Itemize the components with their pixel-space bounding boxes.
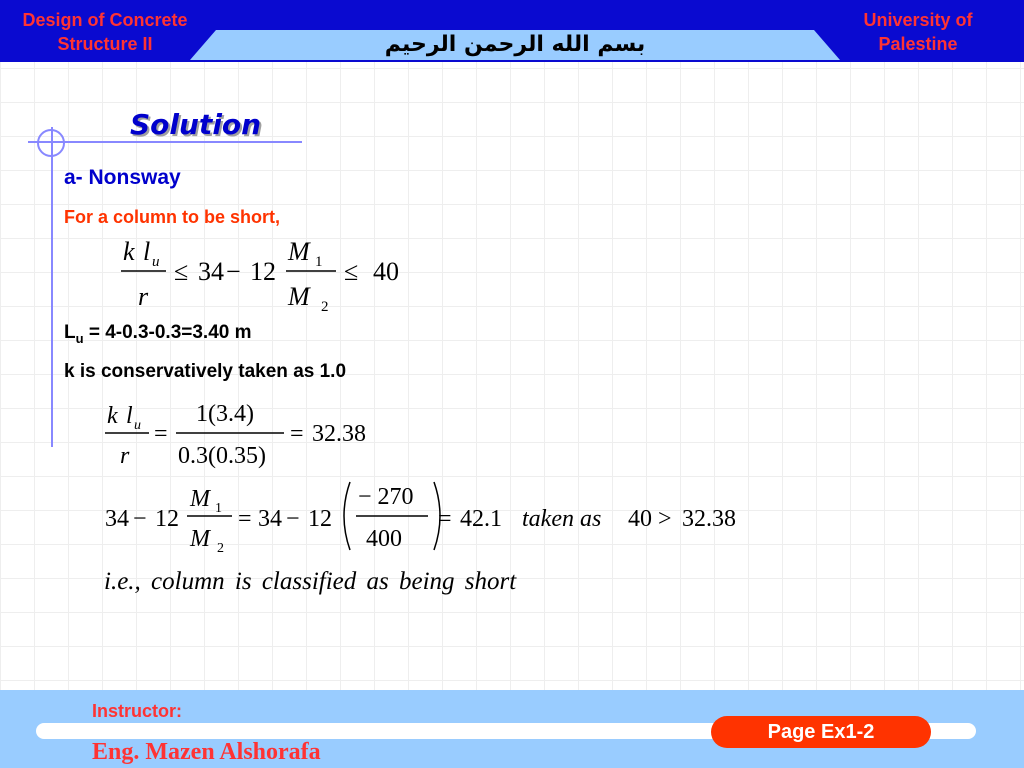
eq3-sub-2: 2 xyxy=(217,541,224,556)
eq3-equals-2: = xyxy=(438,506,452,532)
eq2-denominator: 0.3(0.35) xyxy=(178,443,266,469)
eq2-k: k xyxy=(107,403,118,429)
moment-ratio-equation xyxy=(102,478,762,558)
eq1-sub-2: 2 xyxy=(321,299,329,315)
instructor-label: Instructor: xyxy=(92,701,182,721)
eq1-le-2: ≤ xyxy=(344,257,359,286)
lu-symbol: L xyxy=(64,322,76,343)
course-title: Design of Concrete Structure II xyxy=(22,10,188,54)
eq3-left-paren xyxy=(344,482,350,550)
conclusion-text: i.e., column is classified as being short xyxy=(104,568,517,595)
k-assumption: k is conservatively taken as 1.0 xyxy=(64,361,347,382)
eq3-34b: 34 xyxy=(258,506,282,532)
eq3-gt: > xyxy=(658,506,672,532)
eq2-equals-2: = xyxy=(290,421,304,447)
eq1-40: 40 xyxy=(373,257,399,286)
eq1-r: r xyxy=(138,282,149,311)
page-number-badge: Page Ex1-2 xyxy=(711,716,931,748)
slenderness-limit-equation xyxy=(118,232,418,315)
condition-text: For a column to be short, xyxy=(64,207,281,227)
university-name: University of Palestine xyxy=(863,10,973,54)
eq1-minus: − xyxy=(226,257,241,286)
eq3-minus-a: − xyxy=(133,506,147,532)
eq3-12b: 12 xyxy=(308,506,332,532)
slide-heading: Solution xyxy=(130,108,262,141)
eq1-12: 12 xyxy=(250,257,276,286)
eq3-m2: M xyxy=(190,526,210,552)
eq1-l: l xyxy=(143,237,151,266)
eq3-compare: 32.38 xyxy=(682,506,736,532)
decorative-horizontal-line xyxy=(28,141,302,143)
lu-value xyxy=(64,322,252,346)
eq1-34: 34 xyxy=(198,257,224,286)
eq2-sub-u: u xyxy=(134,418,141,433)
eq3-minus-b: − xyxy=(286,506,300,532)
eq1-m1: M xyxy=(288,237,310,266)
eq3-40: 40 xyxy=(628,506,652,532)
eq1-m2: M xyxy=(288,282,310,311)
lu-subscript: u xyxy=(75,330,84,346)
eq1-sub-1: 1 xyxy=(315,254,323,270)
eq2-equals: = xyxy=(154,421,168,447)
eq1-le: ≤ xyxy=(174,257,189,286)
instructor-name: Eng. Mazen Alshorafa xyxy=(92,739,321,765)
decorative-vertical-line xyxy=(51,127,53,447)
eq3-taken-as: taken as xyxy=(522,506,602,532)
eq2-numerator: 1(3.4) xyxy=(196,401,254,427)
eq2-r: r xyxy=(120,443,130,469)
slenderness-ratio-equation xyxy=(102,395,392,475)
eq3-34a: 34 xyxy=(105,506,129,532)
eq3-equals-1: = xyxy=(238,506,252,532)
eq3-numerator: − 270 xyxy=(358,484,414,510)
eq3-denominator: 400 xyxy=(366,526,402,552)
eq3-sub-1: 1 xyxy=(215,501,222,516)
subheading: a- Nonsway xyxy=(64,166,181,189)
decorative-circle-icon xyxy=(37,129,65,157)
eq3-result: 42.1 xyxy=(460,506,502,532)
eq1-sub-u: u xyxy=(152,254,160,270)
basmala-text: بسم الله الرحمن الرحيم xyxy=(384,32,646,57)
eq3-m1: M xyxy=(190,486,210,512)
eq2-l: l xyxy=(126,403,133,429)
lu-expression: = 4-0.3-0.3=3.40 m xyxy=(83,322,252,343)
eq3-12a: 12 xyxy=(155,506,179,532)
eq2-result: 32.38 xyxy=(312,421,366,447)
eq1-k: k xyxy=(123,237,135,266)
